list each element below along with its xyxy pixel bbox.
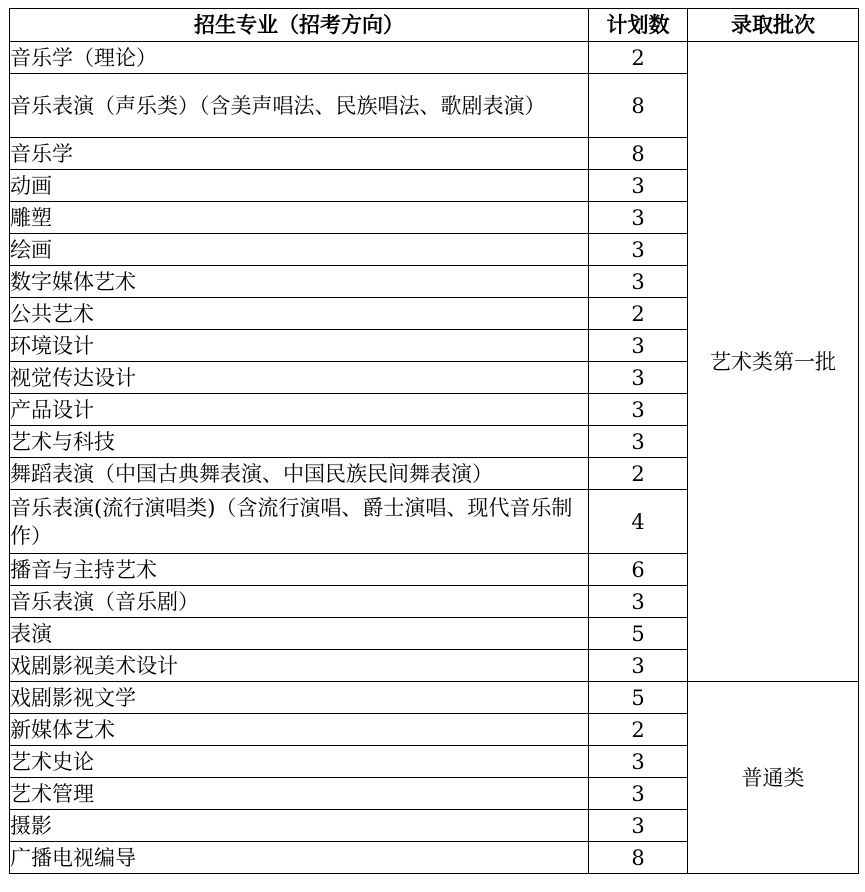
major-cell: 雕塑 [10, 202, 589, 234]
plan-cell: 2 [589, 298, 688, 330]
plan-cell: 2 [589, 42, 688, 74]
major-cell: 新媒体艺术 [10, 714, 589, 746]
major-cell: 音乐表演（音乐剧） [10, 586, 589, 618]
plan-cell: 3 [589, 426, 688, 458]
plan-cell: 8 [589, 74, 688, 138]
header-row [10, 9, 859, 42]
plan-cell: 2 [589, 458, 688, 490]
header-batch: 录取批次 [688, 9, 859, 42]
batch-cell: 普通类 [688, 682, 859, 874]
plan-cell: 3 [589, 234, 688, 266]
major-cell: 音乐表演（声乐类）（含美声唱法、民族唱法、歌剧表演） [10, 74, 589, 138]
header-major: 招生专业（招考方向） [10, 9, 589, 42]
table-row [10, 682, 859, 714]
major-cell: 舞蹈表演（中国古典舞表演、中国民族民间舞表演） [10, 458, 589, 490]
plan-cell: 5 [589, 618, 688, 650]
plan-cell: 3 [589, 650, 688, 682]
plan-cell: 8 [589, 138, 688, 170]
plan-cell: 4 [589, 490, 688, 554]
major-cell: 产品设计 [10, 394, 589, 426]
major-cell: 广播电视编导 [10, 842, 589, 874]
major-cell: 绘画 [10, 234, 589, 266]
plan-cell: 3 [589, 330, 688, 362]
batch-cell: 艺术类第一批 [688, 42, 859, 682]
plan-cell: 3 [589, 202, 688, 234]
plan-cell: 3 [589, 362, 688, 394]
major-cell: 戏剧影视美术设计 [10, 650, 589, 682]
major-cell: 戏剧影视文学 [10, 682, 589, 714]
major-cell: 音乐学 [10, 138, 589, 170]
plan-cell: 8 [589, 842, 688, 874]
plan-cell: 3 [589, 170, 688, 202]
major-cell: 艺术史论 [10, 746, 589, 778]
major-cell: 数字媒体艺术 [10, 266, 589, 298]
major-cell: 摄影 [10, 810, 589, 842]
major-cell: 表演 [10, 618, 589, 650]
major-cell: 公共艺术 [10, 298, 589, 330]
major-cell: 艺术管理 [10, 778, 589, 810]
major-cell: 音乐表演(流行演唱类)（含流行演唱、爵士演唱、现代音乐制作） [10, 490, 589, 554]
plan-cell: 3 [589, 746, 688, 778]
major-cell: 动画 [10, 170, 589, 202]
plan-cell: 3 [589, 810, 688, 842]
plan-cell: 3 [589, 778, 688, 810]
major-cell: 环境设计 [10, 330, 589, 362]
plan-cell: 5 [589, 682, 688, 714]
plan-cell: 6 [589, 554, 688, 586]
header-plan: 计划数 [589, 9, 688, 42]
plan-cell: 3 [589, 394, 688, 426]
major-cell: 播音与主持艺术 [10, 554, 589, 586]
admission-plan-table [9, 8, 859, 874]
major-cell: 视觉传达设计 [10, 362, 589, 394]
major-cell: 音乐学（理论） [10, 42, 589, 74]
plan-cell: 2 [589, 714, 688, 746]
plan-cell: 3 [589, 586, 688, 618]
table-row [10, 42, 859, 74]
major-cell: 艺术与科技 [10, 426, 589, 458]
plan-cell: 3 [589, 266, 688, 298]
